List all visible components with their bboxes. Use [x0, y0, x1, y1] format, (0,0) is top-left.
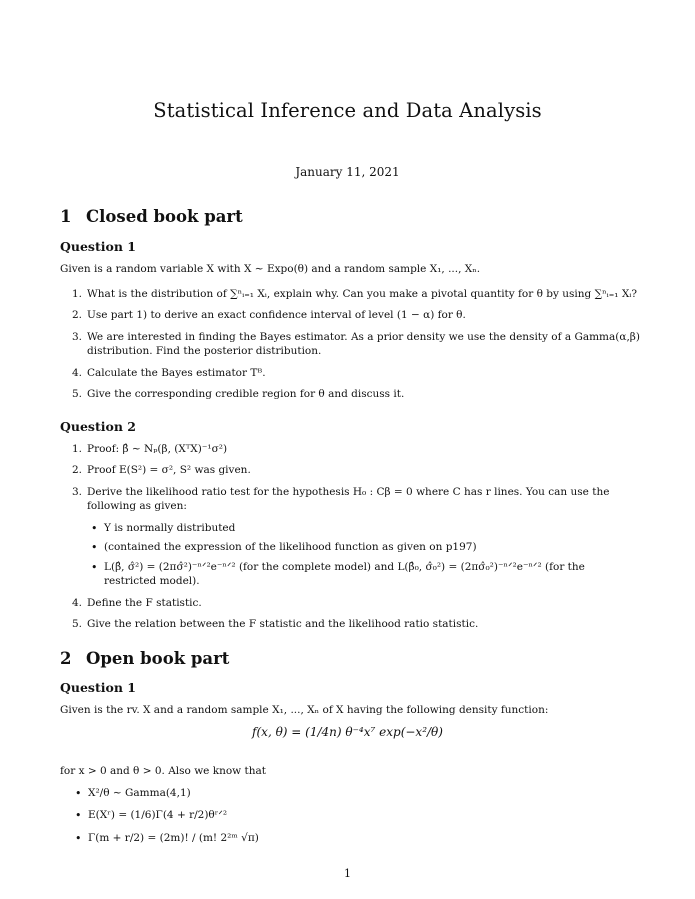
bullet-item: • E(Xʳ) = (1/6)Γ(4 + r/2)θʳᐟ²: [75, 809, 228, 823]
document-title: Statistical Inference and Data Analysis: [153, 99, 542, 122]
item-text: Give the corresponding credible region for θ and discuss it.: [87, 388, 405, 401]
bullet-item: • (contained the expression of the likelihood function as given on p197): [91, 541, 477, 555]
item-number: 4.: [72, 366, 83, 379]
section-number: 2: [60, 649, 72, 668]
item-text: Give the relation between the F statistic and the likelihood ratio statistic.: [87, 618, 479, 631]
item-number: 2.: [72, 464, 83, 477]
bullet-item: • Y is normally distributed: [91, 521, 236, 535]
item-text: Derive the likelihood ratio test for the hypothesis H₀ : Cβ = 0 where C has r lines. You can use the following as given:: [87, 485, 610, 513]
item-text: Calculate the Bayes estimator Tᴮ.: [87, 366, 266, 379]
list-item: [60, 366, 640, 380]
list-item: [60, 442, 640, 456]
list-item: [60, 308, 640, 322]
item-number: 1.: [72, 443, 83, 455]
item-text: Define the F statistic.: [87, 596, 202, 609]
bullet-text: Y is normally distributed: [104, 521, 236, 534]
item-text: Proof: β̂ ∼ Nₚ(β, (XᵀX)⁻¹σ²): [87, 443, 228, 455]
density-formula: f(x, θ) = (1/4n) θ⁻⁴x⁷ exp(−x²/θ): [252, 725, 443, 739]
page-number: 1: [344, 867, 351, 880]
item-number: 3.: [72, 485, 83, 498]
given-bullets: [87, 521, 640, 589]
s1-question1-list: [60, 287, 640, 402]
item-number: 5.: [72, 618, 83, 631]
s1-question2-heading: Question 2: [60, 419, 136, 434]
s1-question1-heading: Question 1: [60, 239, 136, 254]
list-item: [60, 463, 640, 477]
list-item: [60, 387, 640, 401]
list-item: [60, 617, 640, 631]
bullet-item: • Γ(m + r/2) = (2m)! / (m! 2²ᵐ √π): [75, 831, 259, 845]
s2-question1-intro: Given is the rv. X and a random sample X₁, ..., Xₙ of X having the following density function:: [60, 704, 549, 716]
s1-question2-list: [60, 442, 640, 632]
item-text: Use part 1) to derive an exact confidence interval of level (1 − α) for θ.: [87, 309, 466, 322]
list-item: [60, 485, 640, 589]
list-item: [60, 596, 640, 610]
section-title: Open book part: [86, 649, 230, 668]
section-heading-closed-book: [60, 206, 243, 229]
item-number: 3.: [72, 330, 83, 343]
bullet-text: Γ(m + r/2) = (2m)! / (m! 2²ᵐ √π): [88, 831, 259, 844]
s1-question1-intro: Given is a random variable X with X ∼ Expo(θ) and a random sample X₁, ..., Xₙ.: [60, 263, 481, 275]
item-text: What is the distribution of ∑ⁿᵢ₌₁ Xᵢ, explain why. Can you make a pivotal quantity for θ by using ∑ⁿᵢ₌₁ Xᵢ?: [87, 288, 638, 300]
list-item: [60, 287, 640, 301]
document-date: January 11, 2021: [295, 165, 400, 179]
item-text: We are interested in finding the Bayes estimator. As a prior density we use the density of a Gamma(α,β) distribution. Find the posterior distribution.: [87, 330, 640, 358]
list-item: [60, 330, 640, 359]
item-number: 2.: [72, 309, 83, 322]
section-heading-open-book: [60, 648, 229, 671]
bullet-item: • X²/θ ∼ Gamma(4,1): [75, 787, 191, 800]
bullet-text: (contained the expression of the likelihood function as given on p197): [104, 541, 477, 554]
bullet-text: X²/θ ∼ Gamma(4,1): [88, 787, 191, 799]
s2-known-facts: [75, 786, 635, 845]
bullet-item: • L(β̂, σ̂²) = (2πσ̂²)⁻ⁿᐟ²e⁻ⁿᐟ² (for the complete model) and L(β̂₀, σ̂₀²) = (2πσ̂₀²)⁻ⁿᐟ²e⁻ⁿᐟ² (for the restricted model).: [91, 560, 585, 588]
item-text: Proof E(S²) = σ², S² was given.: [87, 464, 251, 477]
item-number: 5.: [72, 388, 83, 401]
s2-question1-condition: for x > 0 and θ > 0. Also we know that: [60, 765, 266, 777]
item-number: 4.: [72, 596, 83, 609]
section-title: Closed book part: [86, 207, 243, 226]
item-number: 1.: [72, 288, 83, 300]
section-number: 1: [60, 207, 72, 226]
s2-question1-heading: Question 1: [60, 680, 136, 695]
bullet-text: L(β̂, σ̂²) = (2πσ̂²)⁻ⁿᐟ²e⁻ⁿᐟ² (for the complete model) and L(β̂₀, σ̂₀²) = (2πσ̂₀²)⁻ⁿᐟ²e⁻ⁿᐟ² (for the restricted model).: [104, 560, 585, 588]
bullet-text: E(Xʳ) = (1/6)Γ(4 + r/2)θʳᐟ²: [88, 809, 228, 822]
